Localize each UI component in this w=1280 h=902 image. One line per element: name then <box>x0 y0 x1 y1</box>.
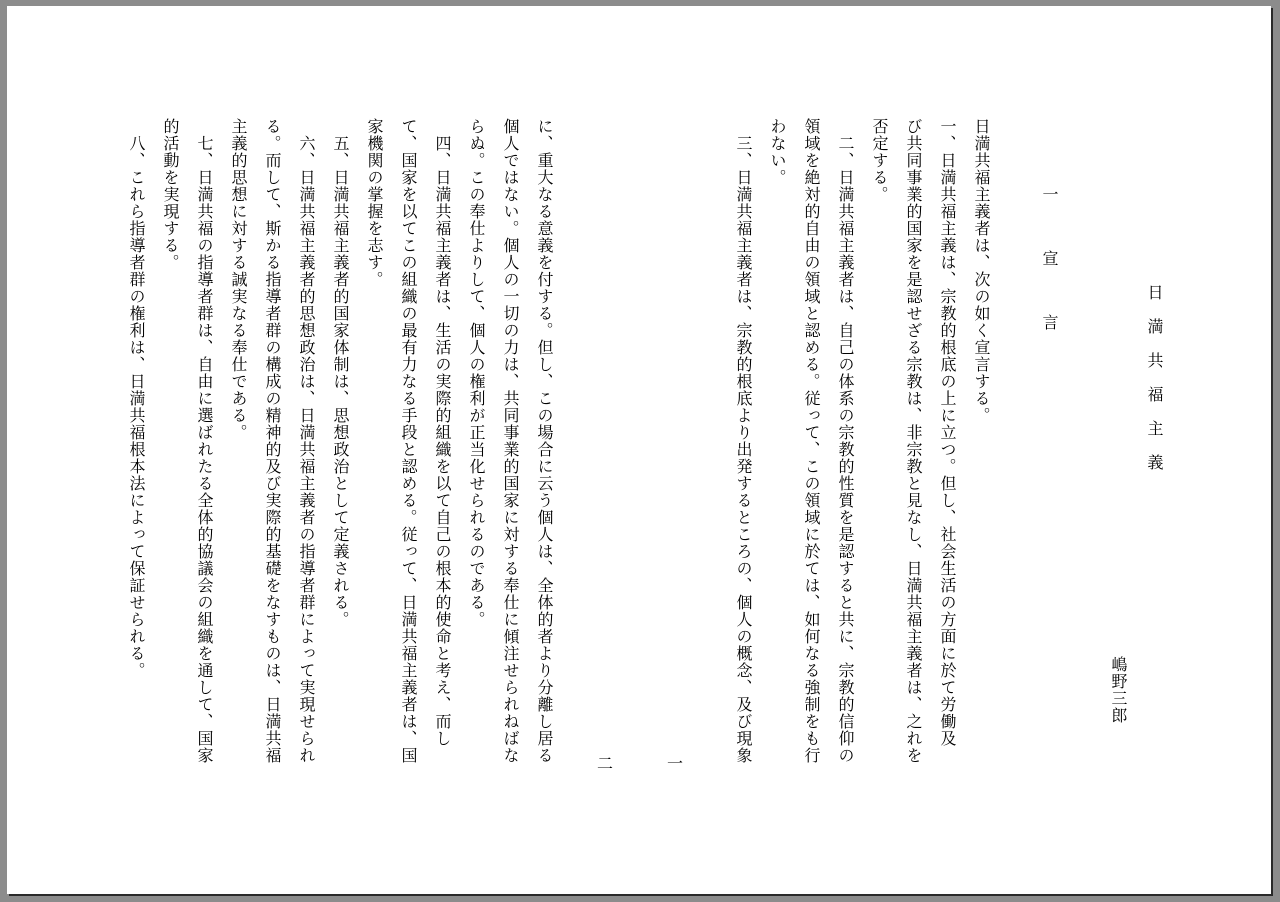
text-line: 領域を絶対的自由の領域と認める。従って、この領域に於ては、如何なる強制をも行 <box>802 118 821 764</box>
document-author: 嶋野三郎 <box>1109 656 1128 724</box>
text-line: 家機関の掌握を志す。 <box>365 118 384 288</box>
text-line: 個人ではない。個人の一切の力は、共同事業的国家に対する奉仕に傾注せられねばな <box>501 118 520 764</box>
document-title: 日満共福主義 <box>1145 284 1164 488</box>
text-line: 三、日満共福主義者は、宗教的根底より出発するところの、個人の概念、及び現象 <box>734 118 753 764</box>
text-line: 的活動を実現する。 <box>161 118 180 271</box>
document-page <box>7 6 1271 894</box>
text-line: 七、日満共福の指導者群は、自由に選ばれたる全体的協議会の組織を通して、国家 <box>195 118 214 764</box>
text-line: 四、日満共福主義者は、生活の実際的組織を以て自己の根本的使命と考え、而し <box>433 118 452 747</box>
text-line: 八、これら指導者群の権利は、日満共福根本法によって保証せられる。 <box>127 118 146 679</box>
text-line: び共同事業的国家を是認せざる宗教は、非宗教と見なし、日満共福主義者は、之れを <box>904 118 923 764</box>
text-line: わない。 <box>768 118 787 186</box>
text-line: 否定する。 <box>870 118 889 203</box>
text-line: 二、日満共福主義者は、自己の体系の宗教的性質を是認すると共に、宗教的信仰の <box>836 118 855 764</box>
section-heading: 一 宣 言 <box>1040 186 1059 346</box>
page-number: 一 <box>667 754 684 773</box>
page-number: 二 <box>597 754 614 773</box>
text-line: 五、日満共福主義者的国家体制は、思想政治として定義される。 <box>331 118 350 628</box>
intro-line: 日満共福主義者は、次の如く宣言する。 <box>972 118 991 424</box>
text-line: て、国家を以てこの組織の最有力なる手段と認める。従って、日満共福主義者は、国 <box>399 118 418 764</box>
text-line: に、重大なる意義を付する。但し、この場合に云う個人は、全体的者より分離し居る <box>535 118 554 764</box>
text-line: 主義的思想に対する誠実なる奉仕である。 <box>229 118 248 441</box>
text-line: る。而して、斯かる指導者群の構成の精神的及び実際的基礎をなすものは、日満共福 <box>263 118 282 764</box>
text-line: 六、日満共福主義者的思想政治は、日満共福主義者の指導者群によって実現せられ <box>297 118 316 764</box>
text-line: 一、日満共福主義は、宗教的根底の上に立つ。但し、社会生活の方面に於て労働及 <box>938 118 957 747</box>
text-line: らぬ。この奉仕よりして、個人の権利が正当化せられるのである。 <box>467 118 486 628</box>
